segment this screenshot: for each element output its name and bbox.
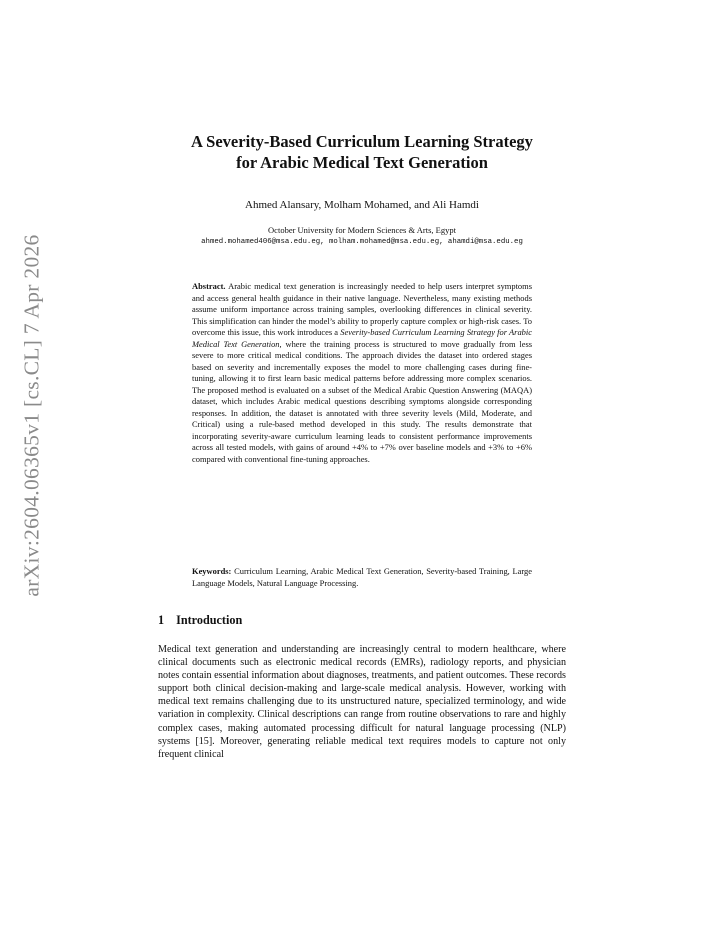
arxiv-identifier-stamp <box>12 160 52 670</box>
keywords-text: Curriculum Learning, Arabic Medical Text Generation, Severity-based Training, Large Language Models, Natural Language Processing. <box>192 566 533 588</box>
author-list: Ahmed Alansary, Molham Mohamed, and Ali Hamdi <box>245 199 479 211</box>
affiliation: October University for Modern Sciences & Arts, Egypt <box>268 225 456 235</box>
abstract-emphasis: Severity-based Curriculum Learning Strategy for Arabic Medical Text Generation <box>192 327 532 349</box>
author-emails: ahmed.mohamed406@msa.edu.eg, molham.mohamed@msa.edu.eg, ahamdi@msa.edu.eg <box>201 238 523 246</box>
section-title: Introduction <box>176 613 243 627</box>
section-heading <box>158 613 242 628</box>
abstract-label: Abstract. <box>192 281 226 291</box>
keywords-label: Keywords: <box>192 566 232 576</box>
paper-title <box>120 131 604 173</box>
abstract-text-part-1: Arabic medical text generation is increasingly needed to help users interpret symptoms and access general health guidance in their native language. Nevertheless, many existing methods assume uniform importance across training samples, overlooking differences in clinical severity. This simplification can hinder the model’s ability to properly capture complex or high-risk cases. To overcome this issue, this work introduces a <box>192 281 532 338</box>
abstract-text-part-2: , where the training process is structured to move gradually from less severe to more critical medical conditions. The approach divides the dataset into ordered stages based on severity and incrementally exposes the model to more challenging cases during fine-tuning, allowing it to first learn basic medical patterns before addressing more complex scenarios. The proposed method is evaluated on a subset of the Medical Arabic Question Answering (MAQA) dataset, which includes Arabic medical questions describing symptoms alongside corresponding responses. In addition, the dataset is annotated with three severity levels (Mild, Moderate, and Critical) using a rule-based method developed in this study. The results demonstrate that incorporating severity-aware curriculum learning leads to consistent performance improvements across all tested models, with gains of around +4% to +7% over baseline models and +3% to +6% compared with conventional fine-tuning approaches. <box>192 338 533 464</box>
paper-title-line-1: A Severity-Based Curriculum Learning Strategy <box>191 132 533 151</box>
arxiv-identifier-text: arXiv:2604.06365v1 [cs.CL] 7 Apr 2026 <box>19 233 44 597</box>
abstract-block <box>192 281 532 465</box>
keywords-block <box>192 566 532 589</box>
section-number: 1 <box>158 613 165 627</box>
introduction-paragraph: Medical text generation and understanding are increasingly central to modern healthcare, where clinical documents such as electronic medical records (EMRs), radiology reports, and physician notes contain essential information about diagnoses, treatments, and patient outcomes. These records support both clinical decision-making and large-scale medical analysis. However, working with medical text remains challenging due to its unstructured nature, specialized terminology, and wide variation in complexity. Clinical descriptions can range from routine observations to rare and highly complex cases, making automated processing difficult for natural language processing (NLP) systems [15]. Moreover, generating reliable medical text requires models to capture not only frequent clinical <box>158 644 566 760</box>
paper-title-line-2: for Arabic Medical Text Generation <box>236 153 488 172</box>
